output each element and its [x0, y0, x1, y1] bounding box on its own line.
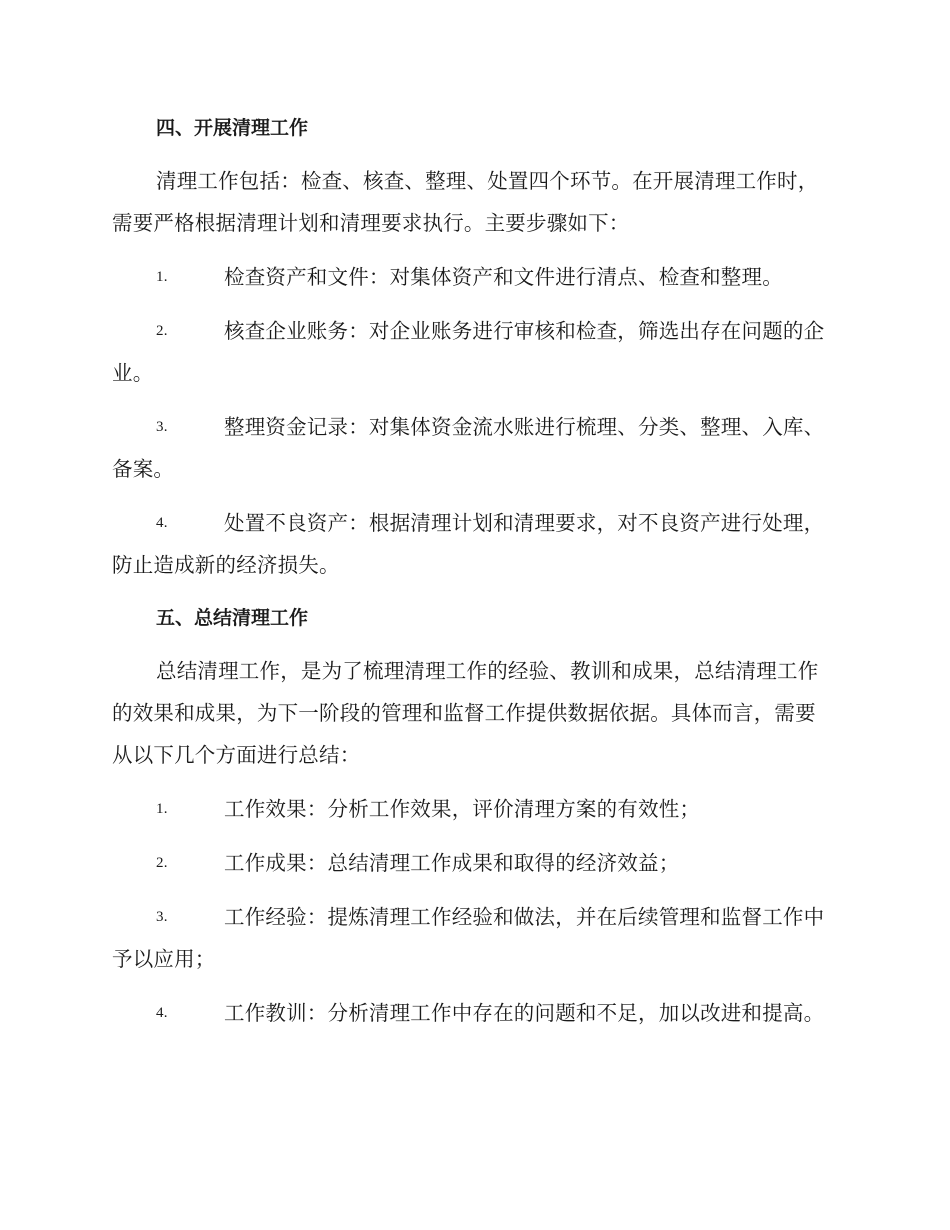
list-text: 检查资产和文件：对集体资产和文件进行清点、检查和整理。	[224, 265, 783, 289]
list-text: 工作成果：总结清理工作成果和取得的经济效益；	[224, 851, 680, 875]
section-5-list-item	[112, 788, 834, 830]
section-4-list-item	[112, 502, 834, 586]
list-text: 工作效果：分析工作效果，评价清理方案的有效性；	[224, 797, 701, 821]
section-4-list-item	[112, 256, 834, 298]
list-text: 核查企业账务：对企业账务进行审核和检查，筛选出存在问题的企业。	[112, 319, 825, 385]
section-5-intro: 总结清理工作，是为了梳理清理工作的经验、教训和成果，总结清理工作的效果和成果，为下一阶段的管理和监督工作提供数据依据。具体而言，需要从以下几个方面进行总结：	[112, 659, 819, 767]
list-number: 2.	[156, 323, 168, 339]
list-number: 4.	[156, 515, 168, 531]
list-text: 工作教训：分析清理工作中存在的问题和不足，加以改进和提高。	[224, 1001, 825, 1025]
section-4-list-item	[112, 406, 834, 490]
list-text: 工作经验：提炼清理工作经验和做法，并在后续管理和监督工作中予以应用；	[112, 905, 825, 971]
list-text: 处置不良资产：根据清理计划和清理要求，对不良资产进行处理，防止造成新的经济损失。	[112, 511, 825, 577]
section-5-list-item	[112, 896, 834, 980]
section-4-intro: 清理工作包括：检查、核查、整理、处置四个环节。在开展清理工作时，需要严格根据清理计划和清理要求执行。主要步骤如下：	[112, 169, 819, 235]
section-5-heading: 五、总结清理工作	[156, 607, 309, 629]
list-number: 3.	[156, 909, 168, 925]
list-number: 1.	[156, 801, 168, 817]
list-number: 2.	[156, 855, 168, 871]
section-4-list-item	[112, 310, 834, 394]
section-5-list-item	[112, 842, 834, 884]
list-number: 3.	[156, 419, 168, 435]
list-number: 1.	[156, 269, 168, 285]
list-number: 4.	[156, 1005, 168, 1021]
list-text: 整理资金记录：对集体资金流水账进行梳理、分类、整理、入库、备案。	[112, 415, 825, 481]
section-4-heading: 四、开展清理工作	[156, 117, 309, 139]
document-page	[112, 108, 834, 1046]
section-5-list-item	[112, 992, 834, 1034]
